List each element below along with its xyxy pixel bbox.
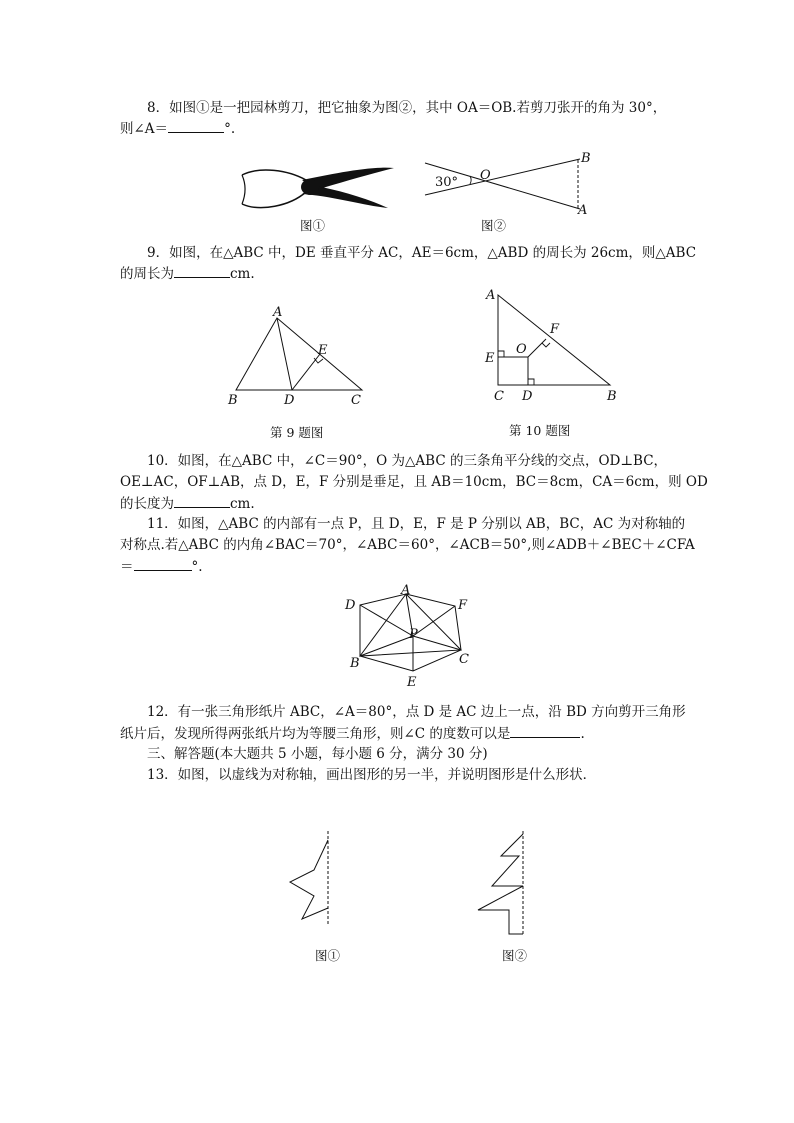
q8-answer-blank[interactable] [168,119,224,133]
q10-right-triangle-figure [480,283,620,408]
q8-fig1-caption: 图① [300,218,326,233]
q13-half-tree-outline [478,834,523,934]
q8-line-1: 8．如图①是一把园林剪刀，把它抽象为图②，其中 OA＝OB.若剪刀张开的角为 30°， [147,100,667,116]
q10-line-3-prefix: 的长度为 [120,496,174,512]
q8-label-b: B [581,151,591,166]
q9-line-2-suffix: cm. [230,266,255,282]
q11-label-d: D [345,598,356,613]
q11-label-c: C [459,652,469,667]
q9-caption: 第 9 题图 [270,425,324,440]
shears-handle-end [242,175,245,204]
q13-line-1: 13．如图，以虚线为对称轴，画出图形的另一半，并说明图形是什么形状． [147,767,597,783]
q8-fig2-caption: 图② [481,218,507,233]
q11-segment-fp [413,606,455,636]
q10-right-angle-f [542,343,550,347]
q11-label-a: A [401,583,411,598]
q10-line-2: OE⊥AC，OF⊥AB，点 D，E，F 分别是垂足，且 AB＝10cm，BC＝8cm，CA＝6cm，则 OD [120,474,708,490]
q11-answer-blank[interactable] [134,557,192,571]
q9-label-d: D [284,393,295,408]
q11-hexagon-figure [340,584,480,692]
q10-label-e: E [485,351,495,366]
q9-triangle-figure [220,306,380,416]
q8-label-o: O [480,168,491,183]
q11-label-p: P [409,627,418,642]
q10-line-1: 10．如图，在△ABC 中，∠C＝90°，O 为△ABC 的三条角平分线的交点，OD⊥BC， [147,453,668,469]
q9-label-e: E [318,343,328,358]
shears-lower-handle [242,192,306,208]
q8-angle-arc [470,176,471,184]
q10-label-b: B [607,389,617,404]
q9-line-2 [120,264,255,283]
q13-tree-half-figure [470,826,540,936]
q8-line-2-suffix: °. [224,121,236,137]
q10-segment-of [528,339,546,357]
q12-line-2 [120,724,585,743]
q10-triangle-abc [498,295,610,385]
q10-label-a: A [486,288,496,303]
q11-label-b: B [350,656,360,671]
q12-line-2-suffix: . [580,726,585,742]
q10-answer-blank[interactable] [174,494,230,508]
q13-half-star-outline [290,840,328,919]
q13-fig2-caption: 图② [502,948,528,963]
q11-label-e: E [407,675,417,690]
garden-shears-figure [238,160,398,216]
q8-line-2-prefix: 则∠A＝ [120,121,169,137]
section-3-heading: 三、解答题(本大题共 5 小题，每小题 6 分，满分 30 分) [147,746,488,762]
q13-star-half-figure [280,826,350,926]
shears-upper-handle [242,170,306,180]
q12-answer-blank[interactable] [510,724,580,738]
q12-line-1: 12．有一张三角形纸片 ABC，∠A＝80°，点 D 是 AC 边上一点，沿 BD 方向剪开三角形 [147,704,686,720]
q8-line-2 [120,119,235,138]
q10-label-c: C [494,389,504,404]
q13-fig1-caption: 图① [315,948,341,963]
q9-line-1: 9．如图，在△ABC 中，DE 垂直平分 AC，AE＝6cm，△ABD 的周长为 26cm，则△ABC [147,245,697,261]
q10-right-angle-d [528,379,534,385]
q8-figure-2 [420,150,600,220]
q10-line-3 [120,494,255,513]
q9-label-a: A [273,305,283,320]
q12-line-2-prefix: 纸片后，发现所得两张纸片均为等腰三角形，则∠C 的度数可以是 [120,726,511,742]
q10-right-angle-e [498,351,504,357]
q8-angle-label: 30° [435,175,459,190]
q10-caption: 第 10 题图 [509,423,571,438]
q9-segment-de [292,354,320,390]
q11-line-3 [120,557,203,576]
shears-pivot [301,179,319,195]
q9-triangle-abc [236,318,362,390]
q10-label-f: F [550,322,560,337]
q11-label-f: F [458,598,468,613]
q9-answer-blank[interactable] [174,264,230,278]
q10-line-3-suffix: cm. [230,496,255,512]
q11-line-1: 11．如图，△ABC 的内部有一点 P，且 D，E，F 是 P 分别以 AB，BC，AC 为对称轴的 [147,516,686,532]
q11-segment-dp [360,605,413,636]
q11-line-3-prefix: ＝ [120,559,134,575]
q10-label-o: O [516,342,527,357]
q9-label-c: C [351,393,361,408]
q11-line-2: 对称点.若△ABC 的内角∠BAC＝70°，∠ABC＝60°，∠ACB＝50°,则∠ADB＋∠BEC＋∠CFA [120,537,695,553]
q8-label-a: A [578,203,588,218]
q9-line-2-prefix: 的周长为 [120,266,174,282]
q11-line-3-suffix: °. [191,559,203,575]
q9-label-b: B [228,393,238,408]
q10-label-d: D [522,389,533,404]
